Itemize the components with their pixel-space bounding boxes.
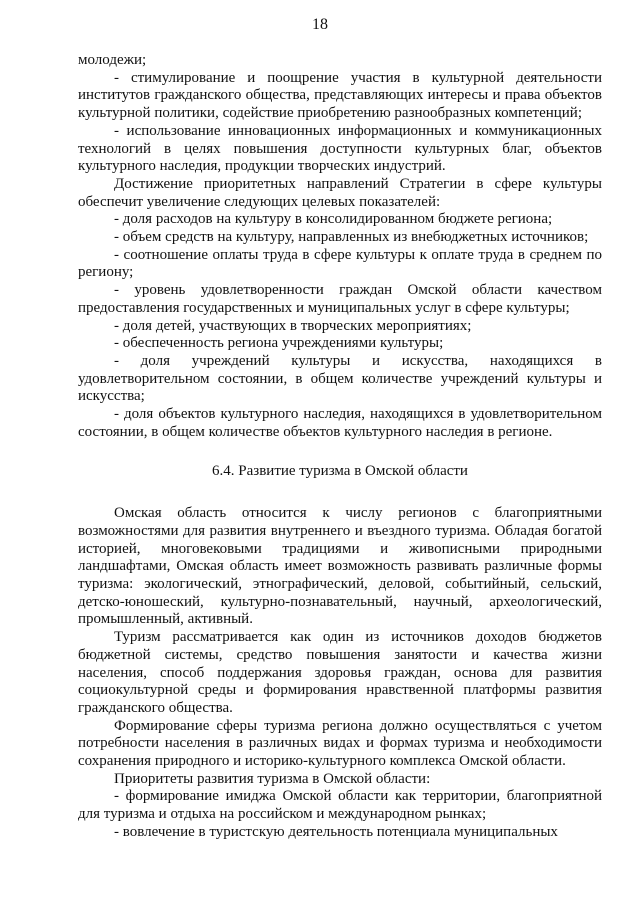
list-item: - доля расходов на культуру в консолидированном бюджете региона; bbox=[114, 211, 553, 228]
list-item: - формирование имиджа Омской области как территории, благоприятной для туризма и отдыха на российском и международном рынках; bbox=[78, 788, 602, 823]
list-item: - вовлечение в туристскую деятельность потенциала муниципальных bbox=[114, 823, 558, 840]
paragraph: Омская область относится к числу регионов с благоприятными возможностями для развития внутреннего и въездного туризма. Обладая богатой историей, многовековыми традициями и живописными природными ландшафтами, Омская область имеет возможность развивать различные формы туризма: экологический, этнографический, деловой, событийный, сельский, детско-юношеский, культурно-познавательный, научный, археологический, промышленный, активный. bbox=[78, 505, 602, 628]
section-heading: 6.4. Развитие туризма в Омской области bbox=[212, 463, 468, 480]
list-item: - доля объектов культурного наследия, находящихся в удовлетворительном состоянии, в общем количестве объектов культурного наследия в регионе. bbox=[78, 406, 602, 440]
list-item: - доля детей, участвующих в творческих мероприятиях; bbox=[114, 317, 472, 334]
paragraph: Туризм рассматривается как один из источников доходов бюджетов бюджетной системы, средство повышения занятости и качества жизни населения, способ поддержания здоровья граждан, основа для развития социокультурной среды и формирования нравственной платформы развития гражданского общества. bbox=[78, 629, 602, 716]
list-item: - объем средств на культуру, направленных из внебюджетных источников; bbox=[114, 229, 589, 246]
paragraph: Достижение приоритетных направлений Стратегии в сфере культуры обеспечит увеличение следующих целевых показателей: bbox=[78, 175, 602, 210]
list-item: - доля учреждений культуры и искусства, находящихся в удовлетворительном состоянии, в общем количестве учреждений культуры и искусства; bbox=[78, 352, 602, 405]
list-item: - стимулирование и поощрение участия в культурной деятельности институтов гражданского общества, представляющих интересы и права объектов культурной политики, содействие приобретению разнообразных компетенций; bbox=[78, 69, 602, 122]
paragraph: Приоритеты развития туризма в Омской области: bbox=[114, 770, 431, 787]
page-number: 18 bbox=[312, 16, 328, 33]
list-item: - использование инновационных информационных и коммуникационных технологий в целях повышения доступности культурных благ, объектов культурного наследия, продукции творческих индустрий. bbox=[78, 122, 602, 175]
list-item: - соотношение оплаты труда в сфере культуры к оплате труда в среднем по региону; bbox=[78, 246, 602, 281]
document-body bbox=[78, 52, 602, 842]
paragraph: молодежи; bbox=[78, 52, 147, 68]
list-item: - обеспеченность региона учреждениями культуры; bbox=[114, 335, 444, 352]
paragraph: Формирование сферы туризма региона должно осуществляться с учетом потребности населения в различных видах и формах туризма и необходимости сохранения природного и историко-культурного комплекса Омской области. bbox=[78, 717, 602, 770]
list-item: - уровень удовлетворенности граждан Омской области качеством предоставления государственных и муниципальных услуг в сфере культуры; bbox=[78, 282, 602, 316]
